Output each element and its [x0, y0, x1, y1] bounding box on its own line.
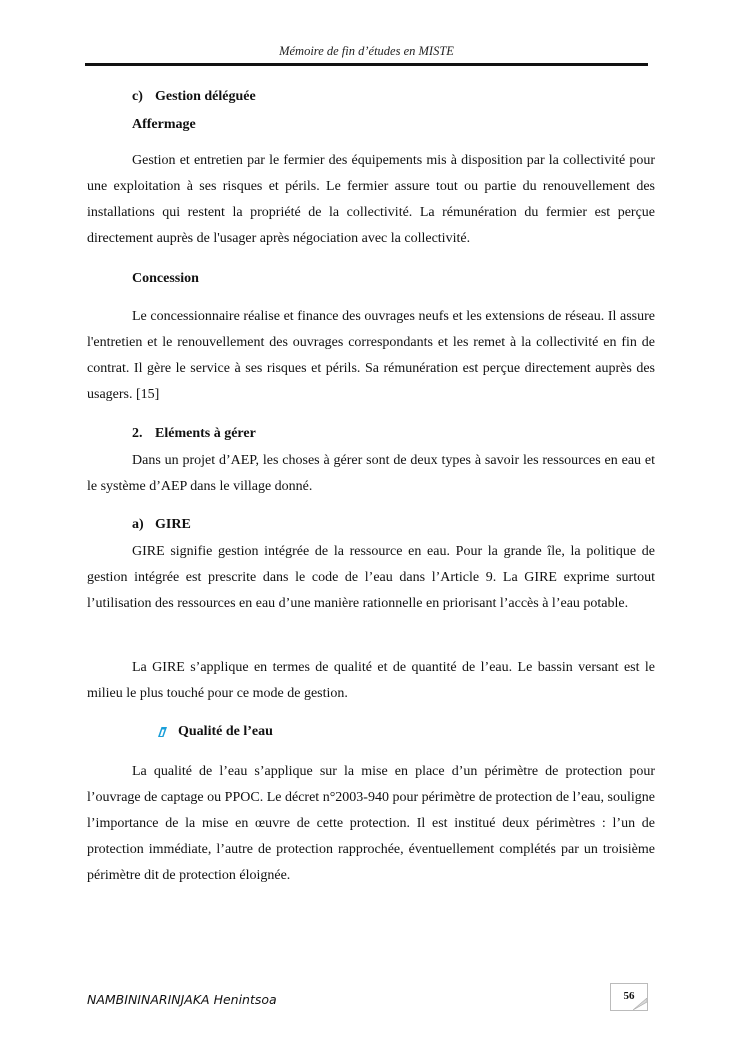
heading-gire [132, 517, 191, 533]
subheading-affermage: Affermage [132, 117, 196, 132]
page-fold-icon [633, 998, 647, 1010]
paragraph-gire-2: La GIRE s’applique en termes de qualité et de quantité de l’eau. Le bassin versant est le milieu le plus touché pour ce mode de gestion. [87, 660, 655, 701]
heading-text: Eléments à gérer [155, 426, 256, 441]
footer-author: NAMBININARINJAKA Henintsoa [87, 992, 277, 1007]
paragraph-elements: Dans un projet d’AEP, les choses à gérer sont de deux types à savoir les ressources en eau et le système d’AEP dans le village donné. [87, 453, 655, 494]
paragraph-concession: Le concessionnaire réalise et finance des ouvrages neufs et les extensions de réseau. Il assure l'entretien et le renouvellement des ouvrages correspondants et les remet à la collectivité en fin de contrat. Il gère le service à ses risques et périls. Sa rémunération est perçue directement auprès des usagers. [15] [87, 309, 655, 402]
heading-text: GIRE [155, 517, 191, 532]
heading-gestion-deleguee [132, 89, 256, 105]
heading-text: Gestion déléguée [155, 89, 256, 104]
page-number: 56 [623, 990, 635, 1002]
header-rule [85, 63, 648, 66]
subheading-qualite [155, 724, 273, 740]
heading-number: 2. [132, 426, 143, 441]
paragraph-gire-1: GIRE signifie gestion intégrée de la ressource en eau. Pour la grande île, la politique de gestion intégrée est prescrite dans le code de l’eau dans l’Article 9. La GIRE exprime surtout l’utilisation des ressources en eau d’une manière rationnelle en priorisant l’accès à l’eau potable. [87, 544, 655, 611]
subheading-text: Qualité de l’eau [178, 724, 273, 739]
paragraph-affermage: Gestion et entretien par le fermier des équipements mis à disposition par la collectivité pour une exploitation à ses risques et périls. Le fermier assure tout ou partie du renouvellement des installations qui restent la propriété de la collectivité. La rémunération du fermier est perçue directement auprès de l'usager après négociation avec la collectivité. [87, 153, 655, 246]
subheading-concession: Concession [132, 271, 199, 286]
heading-number: c) [132, 89, 143, 104]
paragraph-qualite: La qualité de l’eau s’applique sur la mise en place d’un périmètre de protection pour l’ouvrage de captage ou PPOC. Le décret n°2003-940 pour périmètre de protection de l’eau, souligne l’importance de la mise en œuvre de cette protection. Il est institué deux périmètres : l’un de protection immédiate, l’autre de protection rapprochée, éventuellement complétés par un troisième périmètre dit de protection éloignée. [87, 764, 655, 883]
page-header-title: Mémoire de fin d’études en MISTE [279, 44, 454, 58]
water-drop-bullet-icon [155, 725, 169, 739]
heading-number: a) [132, 517, 144, 532]
heading-elements [132, 426, 256, 442]
